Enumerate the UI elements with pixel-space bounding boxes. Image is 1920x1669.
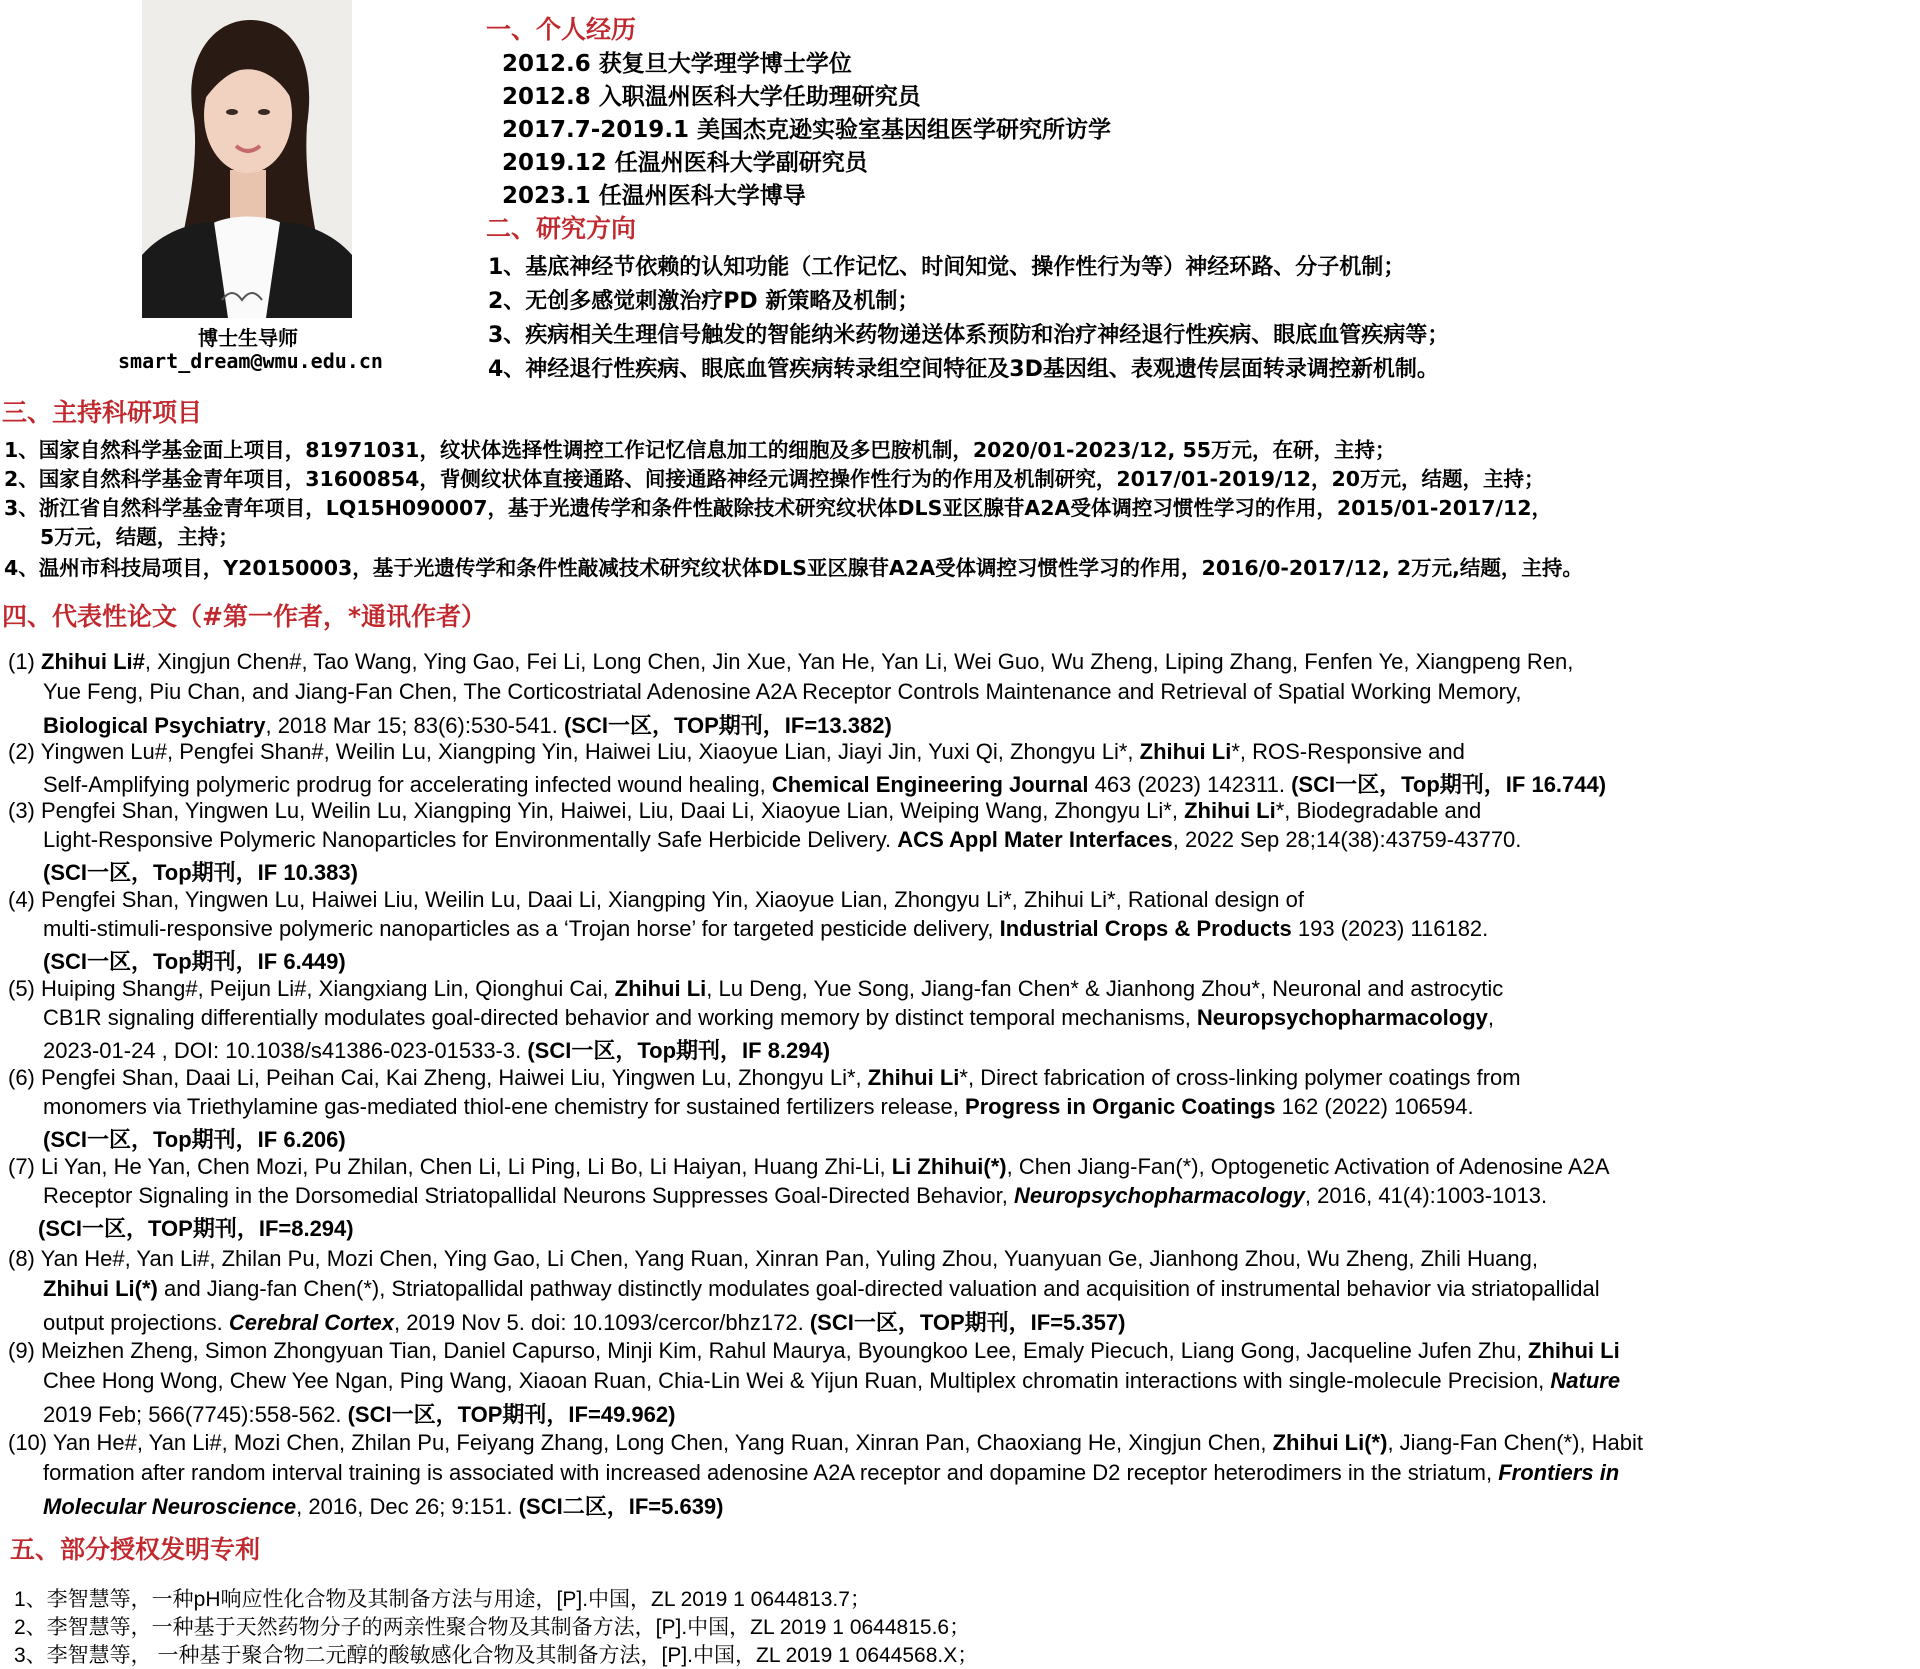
paper-5-line-1: (5) Huiping Shang#, Peijun Li#, Xiangxiang Lin, Qionghui Cai, Zhihui Li, Lu Deng, Yue Song, Jiang-fan Chen* & Jianhong Zhou*, Neuronal and astrocytic	[8, 976, 1504, 1001]
paper-1-line-2: Yue Feng, Piu Chan, and Jiang-Fan Chen, The Corticostriatal Adenosine A2A Receptor Controls Maintenance and Retrieval of Spatial Working Memory,	[43, 679, 1522, 704]
profile-email: smart_dream@wmu.edu.cn	[118, 349, 383, 373]
project-item: 3、浙江省自然科学基金青年项目，LQ15H090007，基于光遗传学和条件性敲除技术研究纹状体DLS亚区腺苷A2A受体调控习惯性学习的作用，2015/01-2017/12，	[4, 496, 1553, 520]
section-title-experience: 一、个人经历	[486, 15, 637, 44]
paper-3-line-1: (3) Pengfei Shan, Yingwen Lu, Weilin Lu, Xiangping Yin, Haiwei, Liu, Daai Li, Xiaoyue Lian, Weiping Wang, Zhongyu Li*, Zhihui Li*, Biodegradable and	[8, 798, 1482, 823]
paper-4-line-2: multi-stimuli-responsive polymeric nanoparticles as a ‘Trojan horse’ for targeted pesticide delivery, Industrial Crops & Products 193 (2023) 116182.	[43, 916, 1489, 941]
research-item: 3、疾病相关生理信号触发的智能纳米药物递送体系预防和治疗神经退行性疾病、眼底血管疾病等；	[488, 323, 1450, 348]
paper-6-line-2: monomers via Triethylamine gas-mediated thiol-ene chemistry for sustained fertilizers release, Progress in Organic Coatings 162 (2022) 106594.	[43, 1094, 1474, 1119]
paper-6-line-1: (6) Pengfei Shan, Daai Li, Peihan Cai, Kai Zheng, Haiwei Liu, Yingwen Lu, Zhongyu Li*, Zhihui Li*, Direct fabrication of cross-linking polymer coatings from	[8, 1065, 1521, 1090]
paper-9-line-3: 2019 Feb; 566(7745):558-562. (SCI一区，TOP期刊，IF=49.962)	[43, 1402, 676, 1427]
paper-1-line-3: Biological Psychiatry, 2018 Mar 15; 83(6):530-541. (SCI一区，TOP期刊，IF=13.382)	[43, 713, 892, 738]
experience-item: 2012.6 获复旦大学理学博士学位	[502, 51, 852, 77]
paper-10-line-2: formation after random interval training is associated with increased adenosine A2A receptor and dopamine D2 receptor heterodimers in the striatum, Frontiers in	[43, 1460, 1620, 1485]
project-item: 1、国家自然科学基金面上项目，81971031，纹状体选择性调控工作记忆信息加工的细胞及多巴胺机制，2020/01-2023/12, 55万元，在研，主持；	[4, 438, 1396, 462]
paper-9-line-2: Chee Hong Wong, Chew Yee Ngan, Ping Wang, Xiaoan Ruan, Chia-Lin Wei & Yijun Ruan, Multiplex chromatin interactions with single-molecule Precision, Nature	[43, 1368, 1621, 1393]
paper-5-line-2: CB1R signaling differentially modulates goal-directed behavior and working memory by distinct temporal mechanisms, Neuropsychopharmacology,	[43, 1005, 1494, 1030]
paper-2-line-2: Self-Amplifying polymeric prodrug for accelerating infected wound healing, Chemical Engineering Journal 463 (2023) 142311. (SCI一区，Top期刊，IF 16.744)	[43, 772, 1607, 797]
portrait-illustration	[142, 0, 352, 318]
patent-item: 3、李智慧等， 一种基于聚合物二元醇的酸敏感化合物及其制备方法，[P].中国，ZL 2019 1 0644568.X；	[14, 1644, 979, 1667]
patent-item: 1、李智慧等，一种pH响应性化合物及其制备方法与用途，[P].中国，ZL 2019 1 0644813.7；	[14, 1588, 871, 1611]
paper-3-line-2: Light-Responsive Polymeric Nanoparticles for Environmentally Safe Herbicide Delivery. ACS Appl Mater Interfaces, 2022 Sep 28;14(38):43759-43770.	[43, 827, 1522, 852]
experience-item: 2017.7-2019.1 美国杰克逊实验室基因组医学研究所访学	[502, 117, 1112, 143]
section-title-patents: 五、部分授权发明专利	[10, 1535, 261, 1564]
paper-4-line-1: (4) Pengfei Shan, Yingwen Lu, Haiwei Liu, Weilin Lu, Daai Li, Xiangping Yin, Xiaoyue Lian, Zhongyu Li*, Zhihui Li*, Rational design of	[8, 887, 1304, 912]
paper-10-line-1: (10) Yan He#, Yan Li#, Mozi Chen, Zhilan Pu, Feiyang Zhang, Long Chen, Yang Ruan, Xinran Pan, Chaoxiang He, Xingjun Chen, Zhihui Li(*), Jiang-Fan Chen(*), Habit	[8, 1430, 1644, 1455]
paper-7-line-2: Receptor Signaling in the Dorsomedial Striatopallidal Neurons Suppresses Goal-Directed Behavior, Neuropsychopharmacology, 2016, 41(4):1003-1013.	[43, 1183, 1548, 1208]
paper-8-line-2: Zhihui Li(*) and Jiang-fan Chen(*), Striatopallidal pathway distinctly modulates goal-directed valuation and acquisition of instrumental behavior via striatopallidal	[43, 1276, 1600, 1301]
section-title-papers: 四、代表性论文（#第一作者，*通讯作者）	[2, 602, 487, 631]
paper-4-line-3: (SCI一区，Top期刊，IF 6.449)	[43, 949, 346, 974]
paper-9-line-1: (9) Meizhen Zheng, Simon Zhongyuan Tian, Daniel Capurso, Minji Kim, Rahul Maurya, Byoungkoo Lee, Emaly Piecuch, Liang Gong, Jacqueline Jufen Zhu, Zhihui Li	[8, 1338, 1620, 1363]
paper-10-line-3: Molecular Neuroscience, 2016, Dec 26; 9:151. (SCI二区，IF=5.639)	[43, 1494, 724, 1519]
paper-5-line-3: 2023-01-24 , DOI: 10.1038/s41386-023-01533-3. (SCI一区，Top期刊，IF 8.294)	[43, 1038, 831, 1063]
research-item: 2、无创多感觉刺激治疗PD 新策略及机制；	[488, 289, 920, 314]
paper-7-line-1: (7) Li Yan, He Yan, Chen Mozi, Pu Zhilan, Chen Li, Li Ping, Li Bo, Li Haiyan, Huang Zhi-Li, Li Zhihui(*), Chen Jiang-Fan(*), Optogenetic Activation of Adenosine A2A	[8, 1154, 1610, 1179]
experience-item: 2023.1 任温州医科大学博导	[502, 183, 806, 209]
paper-8-line-1: (8) Yan He#, Yan Li#, Zhilan Pu, Mozi Chen, Ying Gao, Li Chen, Yang Ruan, Xinran Pan, Yuling Zhou, Yuanyuan Ge, Jianhong Zhou, Wu Zheng, Zhili Huang,	[8, 1246, 1538, 1271]
patent-item: 2、李智慧等，一种基于天然药物分子的两亲性聚合物及其制备方法，[P].中国，ZL 2019 1 0644815.6；	[14, 1616, 971, 1639]
experience-item: 2019.12 任温州医科大学副研究员	[502, 150, 868, 176]
project-item-continued: 5万元，结题，主持；	[40, 525, 239, 549]
paper-3-line-3: (SCI一区，Top期刊，IF 10.383)	[43, 860, 358, 885]
research-item: 4、神经退行性疾病、眼底血管疾病转录组空间特征及3D基因组、表观遗传层面转录调控新机制。	[488, 357, 1439, 382]
profile-title: 博士生导师	[198, 326, 298, 350]
research-item: 1、基底神经节依赖的认知功能（工作记忆、时间知觉、操作性行为等）神经环路、分子机制；	[488, 255, 1406, 280]
profile-photo	[142, 0, 352, 318]
paper-6-line-3: (SCI一区，Top期刊，IF 6.206)	[43, 1127, 346, 1152]
project-item: 2、国家自然科学基金青年项目，31600854，背侧纹状体直接通路、间接通路神经元调控操作性行为的作用及机制研究，2017/01-2019/12，20万元，结题，主持；	[4, 467, 1545, 491]
project-item: 4、温州市科技局项目，Y20150003，基于光遗传学和条件性敲减技术研究纹状体DLS亚区腺苷A2A受体调控习惯性学习的作用，2016/0-2017/12, 2万元,结题，主持。	[4, 556, 1583, 580]
paper-1-line-1: (1) Zhihui Li#, Xingjun Chen#, Tao Wang, Ying Gao, Fei Li, Long Chen, Jin Xue, Yan He, Yan Li, Wei Guo, Wu Zheng, Liping Zhang, Fenfen Ye, Xiangpeng Ren,	[8, 649, 1574, 674]
paper-7-line-3: (SCI一区，TOP期刊，IF=8.294)	[38, 1216, 354, 1241]
section-title-research: 二、研究方向	[486, 214, 637, 243]
section-title-projects: 三、主持科研项目	[2, 398, 203, 427]
experience-item: 2012.8 入职温州医科大学任助理研究员	[502, 84, 921, 110]
paper-2-line-1: (2) Yingwen Lu#, Pengfei Shan#, Weilin Lu, Xiangping Yin, Haiwei Liu, Xiaoyue Lian, Jiayi Jin, Yuxi Qi, Zhongyu Li*, Zhihui Li*, ROS-Responsive and	[8, 739, 1465, 764]
paper-8-line-3: output projections. Cerebral Cortex, 2019 Nov 5. doi: 10.1093/cercor/bhz172. (SCI一区，TOP期刊，IF=5.357)	[43, 1310, 1126, 1335]
